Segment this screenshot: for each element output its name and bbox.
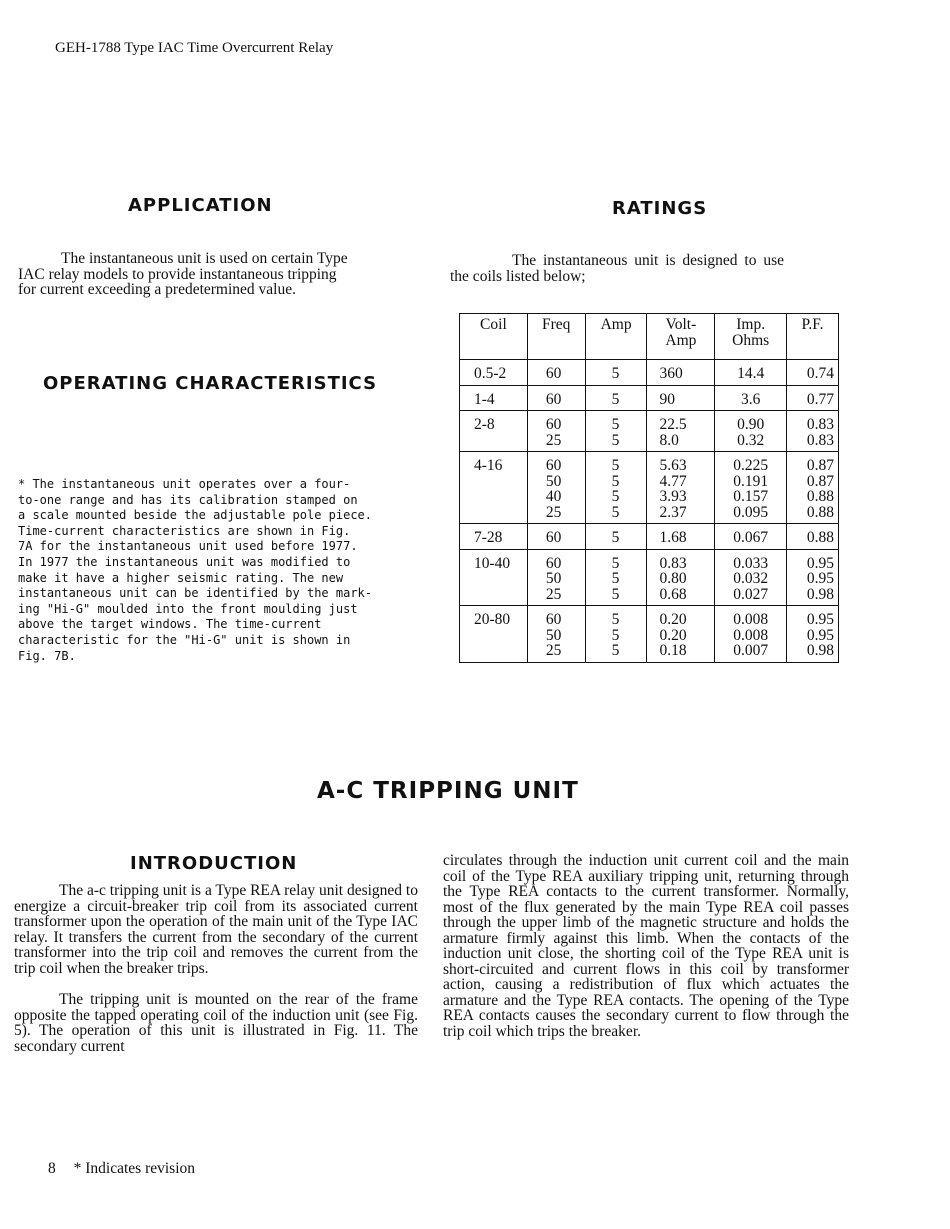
introduction-paragraph-continued: circulates through the induction unit current coil and the main coil of the Type REA auxiliary tripping unit, returning through the Type REA contacts to the current transformer. Normally, most of the flux generated by the main Type REA coil passes through the upper limb of the magnetic structure and holds the armature firmly against this limb. When the contacts of the induction unit close, the shorting coil of the Type REA unit is short-circuited and current flows in this coil by transformer action, causing a redistribution of flux which actuates the armature and the Type REA contacts. The opening of the Type REA contacts causes the secondary current to flow through the trip coil which trips the breaker.	[443, 852, 849, 1040]
operating-line: * The instantaneous unit operates over a four-	[18, 477, 351, 491]
column-header-amp: Amp	[585, 314, 647, 360]
operating-line: instantaneous unit can be identified by the mark-	[18, 586, 373, 601]
imp-cell: 0.225 0.191 0.157 0.095	[715, 452, 787, 524]
revision-note: * Indicates revision	[73, 1160, 196, 1177]
column-header-imp-ohms: Imp. Ohms	[715, 314, 787, 360]
operating-line: make it have a higher seismic rating. The new	[18, 570, 344, 585]
operating-line: ing "Hi-G" moulded into the front moulding just	[18, 601, 358, 616]
table-row	[460, 385, 839, 411]
coil-cell: 20-80	[460, 606, 528, 663]
volt-amp-cell: 1.68	[647, 524, 715, 550]
pf-cell: 0.88	[787, 524, 839, 550]
volt-amp-cell: 0.83 0.80 0.68	[647, 549, 715, 606]
table-row	[460, 606, 839, 663]
column-header-pf: P.F.	[787, 314, 839, 360]
ac-tripping-unit-heading: A-C TRIPPING UNIT	[317, 778, 579, 804]
introduction-heading: INTRODUCTION	[130, 853, 298, 874]
table-row	[460, 360, 839, 386]
page-number: 8	[48, 1160, 56, 1177]
application-line: The instantaneous unit is used on certain Type	[61, 250, 348, 267]
operating-line: characteristic for the "Hi-G" unit is shown in	[18, 632, 351, 647]
coil-cell: 0.5-2	[460, 360, 528, 386]
column-header-volt-amp: Volt- Amp	[647, 314, 715, 360]
introduction-left-column	[14, 883, 418, 1054]
amp-cell: 5 5 5	[585, 606, 647, 663]
imp-cell: 0.067	[715, 524, 787, 550]
column-header-coil: Coil	[460, 314, 528, 360]
freq-cell: 60 25	[527, 411, 585, 452]
table-row	[460, 452, 839, 524]
table-row	[460, 524, 839, 550]
introduction-paragraph-2: The tripping unit is mounted on the rear of the frame opposite the tapped operating coil of the induction unit (see Fig. 5). The operation of this unit is illustrated in Fig. 11. The secondary current	[14, 991, 418, 1055]
imp-cell: 0.033 0.032 0.027	[715, 549, 787, 606]
freq-cell: 60	[527, 524, 585, 550]
amp-cell: 5 5 5	[585, 549, 647, 606]
ratings-text	[450, 253, 855, 284]
volt-amp-cell: 90	[647, 385, 715, 411]
freq-cell: 60	[527, 360, 585, 386]
imp-cell: 0.90 0.32	[715, 411, 787, 452]
pf-cell: 0.77	[787, 385, 839, 411]
amp-cell: 5	[585, 360, 647, 386]
pf-cell: 0.87 0.87 0.88 0.88	[787, 452, 839, 524]
table-row	[460, 549, 839, 606]
imp-cell: 3.6	[715, 385, 787, 411]
freq-cell: 60 50 25	[527, 549, 585, 606]
coil-cell: 10-40	[460, 549, 528, 606]
imp-cell: 0.008 0.008 0.007	[715, 606, 787, 663]
freq-cell: 60	[527, 385, 585, 411]
page-footer	[48, 1160, 195, 1178]
volt-amp-cell: 0.20 0.20 0.18	[647, 606, 715, 663]
pf-cell: 0.95 0.95 0.98	[787, 549, 839, 606]
ratings-heading: RATINGS	[612, 198, 708, 219]
application-line: IAC relay models to provide instantaneous tripping	[18, 265, 337, 283]
coil-cell: 2-8	[460, 411, 528, 452]
application-text	[18, 251, 423, 298]
coil-cell: 1-4	[460, 385, 528, 411]
application-heading: APPLICATION	[128, 195, 273, 216]
imp-cell: 14.4	[715, 360, 787, 386]
operating-line: Fig. 7B.	[18, 648, 76, 663]
table-header-row	[460, 314, 839, 360]
freq-cell: 60 50 25	[527, 606, 585, 663]
column-header-freq: Freq	[527, 314, 585, 360]
volt-amp-cell: 360	[647, 360, 715, 386]
operating-line: Time-current characteristics are shown in Fig.	[18, 523, 351, 538]
amp-cell: 5	[585, 524, 647, 550]
operating-line: In 1977 the instantaneous unit was modified to	[18, 554, 351, 569]
operating-characteristics-text	[18, 477, 423, 664]
pf-cell: 0.95 0.95 0.98	[787, 606, 839, 663]
ratings-line: The instantaneous unit is designed to use	[512, 252, 784, 269]
operating-line: 7A for the instantaneous unit used before 1977.	[18, 539, 358, 554]
amp-cell: 5 5 5 5	[585, 452, 647, 524]
table-row	[460, 411, 839, 452]
pf-cell: 0.74	[787, 360, 839, 386]
volt-amp-cell: 5.63 4.77 3.93 2.37	[647, 452, 715, 524]
page-header: GEH-1788 Type IAC Time Overcurrent Relay	[55, 40, 334, 56]
coil-cell: 4-16	[460, 452, 528, 524]
volt-amp-cell: 22.5 8.0	[647, 411, 715, 452]
operating-line: a scale mounted beside the adjustable pole piece.	[18, 508, 373, 523]
freq-cell: 60 50 40 25	[527, 452, 585, 524]
amp-cell: 5 5	[585, 411, 647, 452]
pf-cell: 0.83 0.83	[787, 411, 839, 452]
introduction-paragraph-1: The a-c tripping unit is a Type REA relay unit designed to energize a circuit-breaker trip coil from its associated current transformer upon the operation of the main unit of the Type IAC relay. It transfers the current from the secondary of the current transformer into the trip coil and removes the current from the trip coil when the breaker trips.	[14, 882, 418, 977]
ratings-line: the coils listed below;	[450, 267, 586, 285]
amp-cell: 5	[585, 385, 647, 411]
coil-ratings-table	[459, 313, 839, 663]
operating-line: to-one range and has its calibration stamped on	[18, 492, 358, 507]
coil-cell: 7-28	[460, 524, 528, 550]
application-line: for current exceeding a predetermined value.	[18, 281, 296, 298]
introduction-right-column	[443, 853, 849, 1039]
operating-line: above the target windows. The time-current	[18, 617, 322, 632]
operating-characteristics-heading: OPERATING CHARACTERISTICS	[43, 373, 378, 394]
